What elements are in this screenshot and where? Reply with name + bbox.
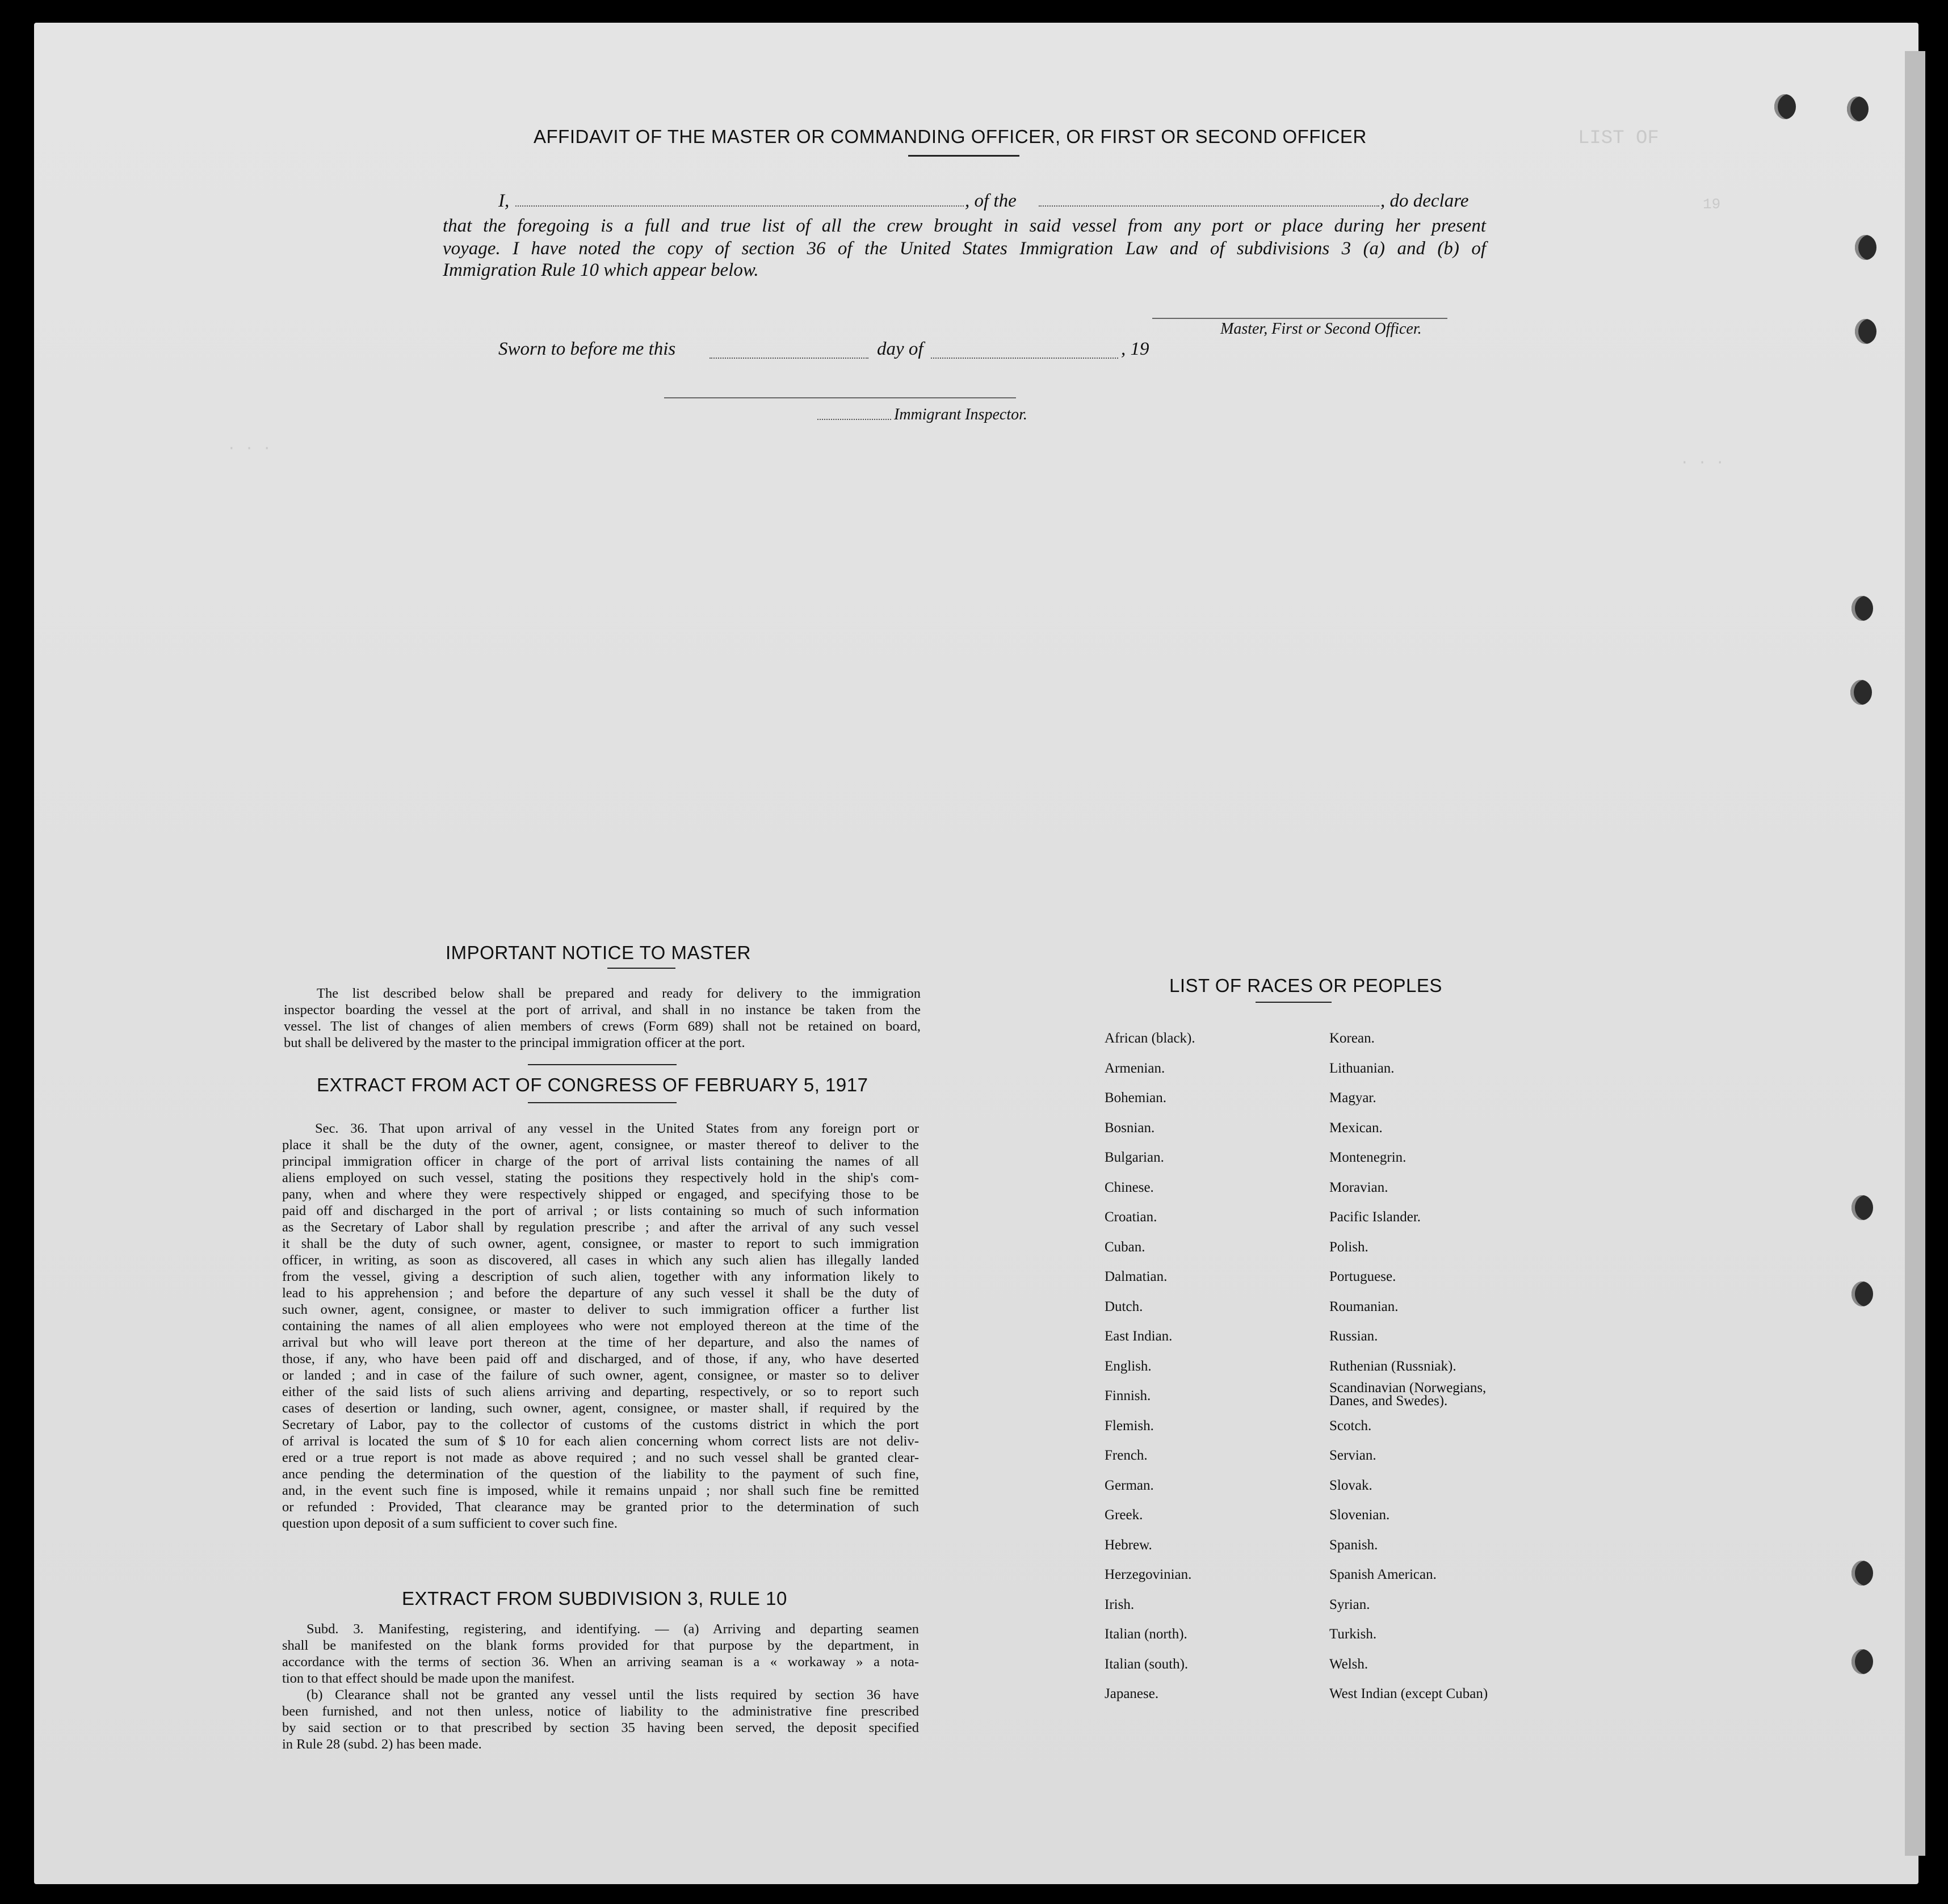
- binder-hole: [1852, 1195, 1873, 1220]
- act-line: it shall be the duty of such owner, agent, consignee, or master to report to such immigration: [282, 1236, 919, 1251]
- race-item: Croatian.: [1105, 1209, 1157, 1225]
- sworn-prefix: Sworn to before me this: [498, 339, 676, 359]
- affidavit-of-the: , of the: [965, 191, 1017, 211]
- inspector-caption: Immigrant Inspector.: [894, 406, 1027, 423]
- race-item: Italian (north).: [1105, 1626, 1187, 1642]
- act-line: of arrival is located the sum of $ 10 for each alien concerning whom correct lists are not deliv-: [282, 1434, 919, 1449]
- race-item: Dutch.: [1105, 1298, 1143, 1314]
- rule-line: been furnished, and not then unless, notice of liability to the administrative fine prescribed: [282, 1704, 919, 1719]
- notice-line: but shall be delivered by the master to the principal immigration officer at the port.: [284, 1035, 745, 1050]
- race-item: English.: [1105, 1358, 1152, 1374]
- divider: [528, 1064, 677, 1065]
- race-item: Herzegovinian.: [1105, 1567, 1192, 1582]
- act-line: and, in the event such fine is imposed, while it remains unpaid ; nor shall such fine be remitted: [282, 1483, 919, 1498]
- binder-hole: [1850, 680, 1872, 705]
- inspector-dots: [817, 419, 891, 420]
- race-item: Armenian.: [1105, 1060, 1165, 1076]
- race-item: Greek.: [1105, 1507, 1143, 1523]
- binder-hole: [1855, 319, 1876, 344]
- bleed-through-mark: 19: [1703, 196, 1721, 213]
- act-line: ered or a true report is not made as above required ; and no such vessel shall be granted clear-: [282, 1450, 919, 1465]
- race-item: Bulgarian.: [1105, 1150, 1164, 1165]
- race-item: Korean.: [1329, 1031, 1375, 1046]
- act-line: officer, in writing, as soon as discovered, all cases in which any such alien has illegally landed: [282, 1252, 919, 1268]
- race-item: African (black).: [1105, 1031, 1195, 1046]
- race-item: Slovak.: [1329, 1477, 1372, 1493]
- race-item: Spanish.: [1329, 1537, 1378, 1553]
- race-item: Finnish.: [1105, 1388, 1151, 1403]
- sworn-year: , 19: [1121, 339, 1149, 359]
- race-item: Welsh.: [1329, 1656, 1368, 1672]
- binder-hole: [1847, 96, 1869, 121]
- race-item: Russian.: [1329, 1329, 1378, 1344]
- race-item: Roumanian.: [1329, 1298, 1399, 1314]
- rule-line: tion to that effect should be made upon the manifest.: [282, 1671, 575, 1686]
- rule-line: accordance with the terms of section 36. When an arriving seaman is a « workaway » a nota-: [282, 1654, 919, 1670]
- binder-hole: [1855, 235, 1876, 260]
- race-item: Magyar.: [1329, 1090, 1376, 1106]
- rule-line: shall be manifested on the blank forms provided for that purpose by the department, in: [282, 1638, 919, 1653]
- act-line: either of the said lists of such aliens arriving and departing, respectively, or so to report such: [282, 1384, 919, 1399]
- sworn-day-of: day of: [877, 339, 923, 359]
- notice-title-underline: [607, 968, 675, 969]
- race-item: Dalmatian.: [1105, 1269, 1168, 1284]
- act-line: principal immigration officer in charge of the port of arrival lists containing the names of all: [282, 1154, 919, 1169]
- race-item: Scandinavian (Norwegians, Danes, and Swedes).: [1329, 1380, 1487, 1409]
- race-item: Servian.: [1329, 1448, 1376, 1463]
- name-blank[interactable]: [515, 205, 964, 207]
- race-item: Irish.: [1105, 1596, 1135, 1612]
- notice-line: The list described below shall be prepared and ready for delivery to the immigration: [317, 986, 921, 1001]
- race-item: East Indian.: [1105, 1329, 1173, 1344]
- act-line: pany, when and where they were respectively shipped or engaged, and specifying those to be: [282, 1187, 919, 1202]
- race-item: Japanese.: [1105, 1686, 1159, 1701]
- race-item: Mexican.: [1329, 1120, 1383, 1136]
- act-line: containing the names of all alien employees who were not employed thereon at the time of the: [282, 1318, 919, 1334]
- race-item: Montenegrin.: [1329, 1150, 1407, 1165]
- bleed-through-mark: · · ·: [1680, 454, 1725, 471]
- binder-hole: [1774, 94, 1796, 119]
- race-item: Portuguese.: [1329, 1269, 1396, 1284]
- race-item: Lithuanian.: [1329, 1060, 1395, 1076]
- affidavit-i: I,: [498, 191, 510, 211]
- binder-hole: [1852, 1561, 1873, 1586]
- act-line: Sec. 36. That upon arrival of any vessel in the United States from any foreign port or: [315, 1121, 919, 1136]
- extract-rule-body: [282, 1621, 919, 1752]
- inspector-signature-line[interactable]: [664, 397, 1016, 398]
- act-line: as the Secretary of Labor shall by regulation prescribe ; and after the arrival of any such vessel: [282, 1220, 919, 1235]
- act-line: paid off and discharged in the port of arrival ; or lists containing so much of such information: [282, 1203, 919, 1218]
- extract-act-body: [282, 1120, 919, 1532]
- act-line: arrival but who will leave port thereon at the time of her departure, and also the names of: [282, 1335, 919, 1350]
- notice-body: [284, 985, 921, 1051]
- notice-line: inspector boarding the vessel at the port of arrival, and shall in no instance be taken from the: [284, 1002, 921, 1018]
- page-edge: [1905, 51, 1925, 1856]
- act-line: those, if any, who have been paid off and discharged, and of those, if any, who have deserted: [282, 1351, 919, 1367]
- master-signature-line[interactable]: [1152, 318, 1447, 319]
- binder-hole: [1852, 596, 1873, 621]
- race-item: Syrian.: [1329, 1596, 1370, 1612]
- race-item: Ruthenian (Russniak).: [1329, 1358, 1456, 1374]
- act-line: question upon deposit of a sum sufficient to cover such fine.: [282, 1516, 618, 1531]
- extract-act-title: EXTRACT FROM ACT OF CONGRESS OF FEBRUARY 5, 1917: [317, 1074, 868, 1095]
- bleed-through-mark: LIST OF: [1578, 128, 1659, 149]
- notice-title: IMPORTANT NOTICE TO MASTER: [446, 942, 752, 963]
- act-line: ance pending the determination of the question of the liability to the payment of such fine,: [282, 1466, 919, 1482]
- affidavit-declare: , do declare: [1380, 191, 1469, 211]
- race-item: Polish.: [1329, 1239, 1368, 1255]
- affidavit-text-line: that the foregoing is a full and true list of all the crew brought in said vessel from any port or place during her present: [443, 216, 1486, 236]
- race-item: Moravian.: [1329, 1179, 1388, 1195]
- affidavit-title: AFFIDAVIT OF THE MASTER OR COMMANDING OFFICER, OR FIRST OR SECOND OFFICER: [534, 126, 1367, 147]
- race-item: Slovenian.: [1329, 1507, 1390, 1523]
- race-item: Flemish.: [1105, 1418, 1154, 1434]
- sworn-month-blank[interactable]: [931, 358, 1118, 359]
- act-line: lead to his apprehension ; and before the departure of any such vessel it shall be the duty of: [282, 1285, 919, 1301]
- act-line: from the vessel, giving a description of such alien, together with any information likely to: [282, 1269, 919, 1284]
- rule-line: Subd. 3. Manifesting, registering, and identifying. — (a) Arriving and departing seamen: [307, 1621, 919, 1637]
- act-line: Secretary of Labor, pay to the collector of customs of the customs district in which the port: [282, 1417, 919, 1432]
- bleed-through-mark: · · ·: [227, 440, 272, 457]
- divider: [528, 1102, 677, 1103]
- act-line: such owner, agent, consignee, or master to deliver to such immigration officer a further list: [282, 1302, 919, 1317]
- act-line: or landed ; and in case of the failure of such owner, agent, consignee, or master so to deliver: [282, 1368, 919, 1383]
- race-item: Pacific Islander.: [1329, 1209, 1421, 1225]
- race-item: Spanish American.: [1329, 1567, 1437, 1582]
- act-line: cases of desertion or landing, such owner, agent, consignee, or master shall, if required by the: [282, 1401, 919, 1416]
- binder-hole: [1852, 1649, 1873, 1674]
- rule-line: by said section or to that prescribed by section 35 having been served, the deposit specified: [282, 1720, 919, 1735]
- extract-rule-title: EXTRACT FROM SUBDIVISION 3, RULE 10: [402, 1588, 787, 1609]
- race-item: Cuban.: [1105, 1239, 1145, 1255]
- races-title-underline: [1256, 1002, 1332, 1003]
- rule-line: in Rule 28 (subd. 2) has been made.: [282, 1737, 482, 1752]
- document-page: [34, 23, 1918, 1884]
- race-item: Italian (south).: [1105, 1656, 1189, 1672]
- race-item: German.: [1105, 1477, 1154, 1493]
- race-item: Turkish.: [1329, 1626, 1377, 1642]
- vessel-blank[interactable]: [1039, 205, 1379, 207]
- race-item: Chinese.: [1105, 1179, 1154, 1195]
- act-line: place it shall be the duty of the owner, agent, consignee, or master thereof to deliver to the: [282, 1137, 919, 1153]
- race-item: Scotch.: [1329, 1418, 1372, 1434]
- master-signature-caption: Master, First or Second Officer.: [1220, 320, 1422, 338]
- act-line: aliens employed on such vessel, stating the positions they respectively hold in the ship's com-: [282, 1170, 919, 1186]
- race-item: Bosnian.: [1105, 1120, 1155, 1136]
- races-title: LIST OF RACES OR PEOPLES: [1169, 975, 1442, 996]
- race-item: West Indian (except Cuban): [1329, 1686, 1488, 1701]
- title-underline: [908, 155, 1019, 157]
- notice-line: vessel. The list of changes of alien members of crews (Form 689) shall not be retained on board,: [284, 1019, 921, 1034]
- sworn-day-blank[interactable]: [709, 358, 868, 359]
- race-item: Hebrew.: [1105, 1537, 1152, 1553]
- affidavit-text-line: voyage. I have noted the copy of section 36 of the United States Immigration Law and of subdivisions 3 (a) and (b) of: [443, 238, 1486, 259]
- rule-line: (b) Clearance shall not be granted any vessel until the lists required by section 36 have: [307, 1687, 919, 1703]
- race-item: Bohemian.: [1105, 1090, 1167, 1106]
- race-item: French.: [1105, 1448, 1148, 1463]
- act-line: or refunded : Provided, That clearance may be granted prior to the determination of such: [282, 1499, 919, 1515]
- binder-hole: [1852, 1281, 1873, 1306]
- affidavit-text-line: Immigration Rule 10 which appear below.: [443, 260, 759, 280]
